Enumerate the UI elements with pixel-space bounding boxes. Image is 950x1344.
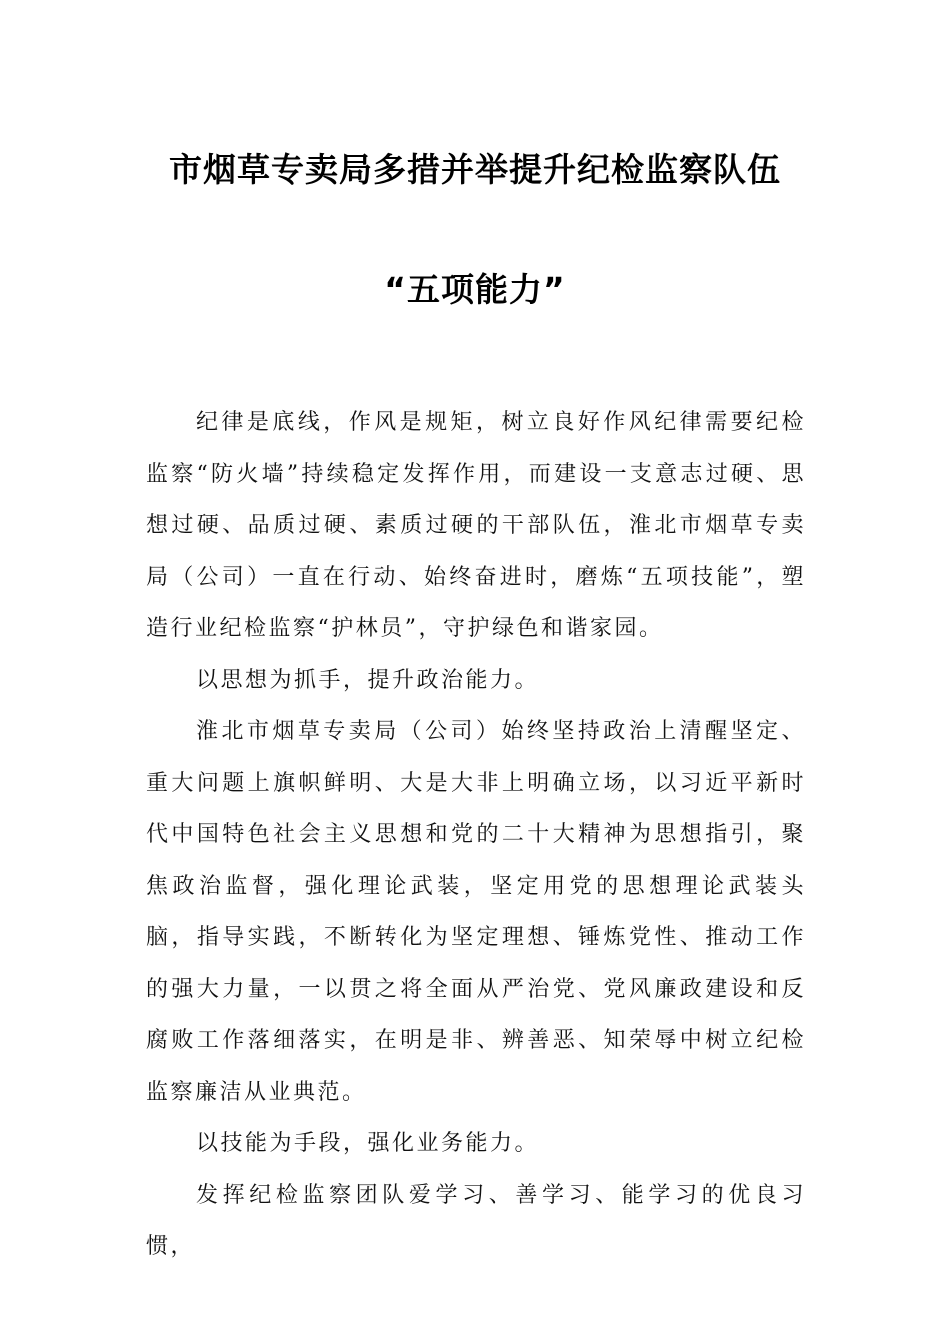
paragraph-heading-business: 以技能为手段，强化业务能力。 xyxy=(196,1131,540,1156)
document-title-line-2: “五项能力” xyxy=(384,270,566,309)
paragraph-political-ability: 淮北市烟草专卖局（公司）始终坚持政治上清醒坚定、重大问题上旗帜鲜明、大是大非上明确立场，以习近平新时代中国特色社会主义思想和党的二十大精神为思想指引，聚焦政治监督，强化理论武装，坚定用党的思想理论武装头脑，指导实践，不断转化为坚定理想、锤炼党性、推动工作的强大力量，一以贯之将全面从严治党、党风廉政建设和反腐败工作落细落实，在明是非、辨善恶、知荣辱中树立纪检监察廉洁从业典范。 xyxy=(146,719,806,1105)
paragraph-business-ability: 发挥纪检监察团队爱学习、善学习、能学习的优良习惯， xyxy=(146,1182,806,1259)
document-title-line-1: 市烟草专卖局多措并举提升纪检监察队伍 xyxy=(169,150,781,189)
paragraph-intro: 纪律是底线，作风是规矩，树立良好作风纪律需要纪检监察“防火墙”持续稳定发挥作用，而建设一支意志过硬、思想过硬、品质过硬、素质过硬的干部队伍，淮北市烟草专卖局（公司）一直在行动、始终奋进时，磨炼“五项技能”，塑造行业纪检监察“护林员”，守护绿色和谐家园。 xyxy=(146,410,806,641)
document-body xyxy=(146,397,806,1273)
paragraph-heading-political: 以思想为抓手，提升政治能力。 xyxy=(196,667,540,693)
